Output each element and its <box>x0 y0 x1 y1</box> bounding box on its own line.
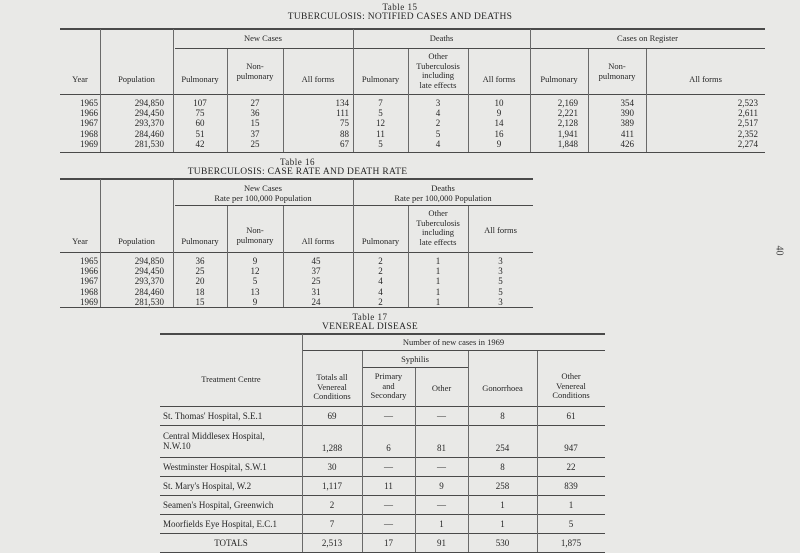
t17-header-syphilis: Syphilis <box>401 354 429 364</box>
page-number: 40 <box>773 245 785 256</box>
table-cell: 75 <box>340 118 349 129</box>
table-cell: 25 <box>250 138 260 149</box>
table-cell: 254 <box>495 443 510 453</box>
treatment-centre-name: St. Mary's Hospital, W.2 <box>163 480 252 491</box>
t16-header-population: Population <box>118 236 155 246</box>
t16-header-new-cases: New Cases Rate per 100,000 Population <box>214 183 312 203</box>
t17-header-primary: Primary and Secondary <box>370 371 407 400</box>
table-cell: 2,611 <box>738 108 758 119</box>
table-cell: 2,352 <box>737 128 758 139</box>
table-cell: 530 <box>495 538 510 548</box>
treatment-centre-name: Central Middlesex Hospital, N.W.10 <box>163 431 265 451</box>
table-cell: 2,128 <box>557 118 578 129</box>
table-cell: 25 <box>195 266 205 277</box>
table-cell: 411 <box>620 128 634 139</box>
table-cell: 390 <box>620 108 634 119</box>
totals-label: TOTALS <box>214 537 248 548</box>
table-cell: 1966 <box>80 108 98 119</box>
table-cell: 3 <box>498 256 503 266</box>
table-cell: 284,460 <box>134 286 164 297</box>
table-cell: 294,450 <box>134 266 164 277</box>
table-cell: 426 <box>620 138 634 149</box>
table-cell: 281,530 <box>134 296 164 307</box>
table-cell: 11 <box>376 128 385 139</box>
table-cell: 1,288 <box>321 443 343 453</box>
table-cell: 8 <box>500 411 505 421</box>
treatment-centre-name: Seamen's Hospital, Greenwich <box>163 499 274 510</box>
t15-header-new-nonpulmonary: Non- pulmonary <box>236 61 274 81</box>
table-cell: — <box>437 500 446 510</box>
table-cell: 81 <box>437 443 446 453</box>
table-cell: 2,274 <box>737 138 758 149</box>
t15-header-new-allforms: All forms <box>301 74 335 84</box>
table-cell: 1,848 <box>557 138 578 149</box>
table-cell: — <box>384 500 393 510</box>
t16-header-year: Year <box>72 236 88 246</box>
table-cell: 1967 <box>80 118 98 129</box>
t16-header-new-allforms: All forms <box>301 236 335 246</box>
table-cell: 3 <box>498 266 503 277</box>
table-cell: 15 <box>195 296 205 307</box>
table-cell: 7 <box>329 519 335 529</box>
table-cell: 9 <box>252 256 258 266</box>
table-cell: 1 <box>568 500 574 510</box>
table-cell: 11 <box>384 481 393 491</box>
table-cell: 69 <box>327 411 337 421</box>
table-cell: 1,117 <box>322 481 342 491</box>
table16-number: Table 16 <box>279 157 316 167</box>
table-cell: 75 <box>195 108 205 119</box>
table-cell: 3 <box>435 98 441 108</box>
table-cell: 5 <box>498 286 503 297</box>
table-cell: 839 <box>564 481 578 491</box>
table-cell: 2,169 <box>557 98 578 108</box>
table-cell: 9 <box>252 296 258 307</box>
table-cell: 1 <box>435 296 441 307</box>
table-cell: 36 <box>250 108 260 119</box>
table-cell: 1 <box>439 519 444 529</box>
table-cell: — <box>437 462 446 472</box>
treatment-centre-name: Moorfields Eye Hospital, E.C.1 <box>163 518 277 529</box>
treatment-centre-name: Westminster Hospital, S.W.1 <box>163 461 267 472</box>
t17-header-other: Other <box>431 383 452 393</box>
t17-header-totals: Totals all Venereal Conditions <box>313 372 351 401</box>
table-cell: 1968 <box>80 128 98 139</box>
table-cell: 51 <box>195 128 205 139</box>
table-cell: 5 <box>378 138 383 149</box>
table-cell: 16 <box>494 128 504 139</box>
table17-number: Table 17 <box>352 312 388 322</box>
table-cell: 22 <box>566 462 576 472</box>
table-cell: 13 <box>250 286 260 297</box>
t15-header-reg-allforms: All forms <box>689 74 722 84</box>
table-cell: 2 <box>329 500 335 510</box>
table-cell: 5 <box>568 519 574 529</box>
t15-header-deaths: Deaths <box>429 33 454 43</box>
table-cell: 4 <box>435 108 441 119</box>
table-cell: 88 <box>340 128 349 139</box>
table17-title: VENEREAL DISEASE <box>321 322 418 332</box>
table-cell: 20 <box>195 276 205 287</box>
table-cell: 18 <box>195 286 205 297</box>
t15-header-deaths-pulmonary: Pulmonary <box>361 74 400 84</box>
t15-header-deaths-other: Other Tuberculosis including late effects <box>416 51 460 90</box>
table-cell: 31 <box>311 286 321 297</box>
table-cell: 2 <box>378 256 383 266</box>
table-cell: 294,450 <box>134 108 164 119</box>
table-cell: 1,941 <box>557 128 578 139</box>
t15-header-new-pulmonary: Pulmonary <box>181 74 219 84</box>
table-cell: 36 <box>195 256 205 266</box>
table-cell: 5 <box>498 276 503 287</box>
table-cell: 37 <box>311 266 321 277</box>
table-cell: 1969 <box>80 296 98 307</box>
table-cell: 111 <box>336 108 349 119</box>
table-cell: 3 <box>498 296 503 307</box>
table-cell: 15 <box>250 118 260 129</box>
t15-header-reg-pulmonary: Pulmonary <box>540 74 578 84</box>
t16-header-deaths-other: Other Tuberculosis including late effects <box>416 208 460 247</box>
table-cell: 7 <box>378 98 383 108</box>
table16-caption <box>60 157 535 177</box>
table-cell: — <box>437 411 446 421</box>
table-cell: 30 <box>327 462 337 472</box>
t17-header-gonorrhoea: Gonorrhoea <box>482 383 523 393</box>
table-cell: 1969 <box>80 138 98 149</box>
table-cell: 67 <box>340 138 349 149</box>
t17-header-other-venereal: Other Venereal Conditions <box>552 371 590 400</box>
table-cell: 2,221 <box>557 108 578 119</box>
table-cell: 12 <box>376 118 385 129</box>
table-cell: 5 <box>378 108 383 119</box>
table-cell: 14 <box>494 118 504 129</box>
table-cell: 1,875 <box>560 538 582 548</box>
table-cell: 37 <box>250 128 260 139</box>
table17-caption <box>160 312 580 332</box>
table-cell: 12 <box>250 266 260 277</box>
table-cell: 293,370 <box>134 276 164 287</box>
table-cell: 1 <box>435 266 441 277</box>
table-cell: 2 <box>378 266 383 277</box>
table-cell: 4 <box>378 286 383 297</box>
table15-title: TUBERCULOSIS: NOTIFIED CASES AND DEATHS <box>287 12 513 22</box>
table-cell: 24 <box>311 296 321 307</box>
t17-header-new-cases: Number of new cases in 1969 <box>402 337 505 347</box>
table-cell: 25 <box>311 276 321 287</box>
table-cell: 281,530 <box>134 138 164 149</box>
table-cell: 134 <box>335 98 349 108</box>
table-cell: — <box>384 462 393 472</box>
table-cell: 8 <box>500 462 505 472</box>
table-cell: 1965 <box>80 256 98 266</box>
table-cell: 1 <box>435 276 441 287</box>
table-cell: 45 <box>311 256 321 266</box>
table-cell: 2 <box>435 118 441 129</box>
table-cell: 9 <box>496 108 502 119</box>
t15-header-new-cases: New Cases <box>243 33 282 43</box>
table16-title: TUBERCULOSIS: CASE RATE AND DEATH RATE <box>187 167 408 177</box>
table-cell: 1967 <box>80 276 98 287</box>
t15-header-year: Year <box>72 74 88 84</box>
t15-header-reg-nonpulmonary: Non- pulmonary <box>598 61 636 81</box>
treatment-centre-name: St. Thomas' Hospital, S.E.1 <box>163 410 263 421</box>
table-cell: 5 <box>252 276 258 287</box>
table-cell: 1 <box>435 286 441 297</box>
table-cell: 9 <box>439 481 444 491</box>
table15-number: Table 15 <box>382 2 418 12</box>
t17-header-centre: Treatment Centre <box>201 374 261 384</box>
t16-header-deaths: Deaths Rate per 100,000 Population <box>394 183 492 203</box>
table-cell: 107 <box>193 98 207 108</box>
t15-header-register: Cases on Register <box>617 33 678 43</box>
t16-header-new-nonpulmonary: Non- pulmonary <box>236 225 274 245</box>
table-cell: — <box>384 411 393 421</box>
table-cell: 10 <box>494 98 504 108</box>
table-cell: 42 <box>195 138 205 149</box>
table-cell: 258 <box>495 481 510 491</box>
table-cell: 1965 <box>80 98 98 108</box>
table-cell: 61 <box>566 411 576 421</box>
table-cell: 1966 <box>80 266 98 277</box>
t16-header-deaths-allforms: All forms <box>484 225 517 235</box>
table-cell: 5 <box>435 128 441 139</box>
table-cell: 1 <box>500 519 505 529</box>
table-cell: 1 <box>500 500 505 510</box>
table15-caption <box>60 2 740 22</box>
table-cell: 284,460 <box>134 128 164 139</box>
table-cell: 2,513 <box>321 538 343 548</box>
table-cell: 4 <box>378 276 383 287</box>
table-cell: 294,850 <box>134 98 164 108</box>
table-cell: 389 <box>620 118 634 129</box>
table-cell: 293,370 <box>134 118 164 129</box>
t16-header-deaths-pulmonary: Pulmonary <box>361 236 400 246</box>
t16-header-new-pulmonary: Pulmonary <box>181 236 219 246</box>
table-cell: 17 <box>384 538 393 548</box>
table-cell: 1968 <box>80 286 98 297</box>
t15-header-population: Population <box>118 74 155 84</box>
table-cell: 2,517 <box>737 118 758 129</box>
table-cell: — <box>384 519 393 529</box>
table-cell: 91 <box>437 538 446 548</box>
table-cell: 60 <box>195 118 205 129</box>
table-cell: 27 <box>250 98 260 108</box>
table-cell: 1 <box>435 256 441 266</box>
t15-header-deaths-allforms: All forms <box>482 74 516 84</box>
table-cell: 2 <box>378 296 383 307</box>
table-cell: 9 <box>496 138 502 149</box>
table-cell: 947 <box>564 443 578 453</box>
table-cell: 6 <box>386 443 391 453</box>
table-cell: 294,850 <box>134 256 164 266</box>
table-cell: 2,523 <box>737 98 758 108</box>
table-cell: 354 <box>620 98 634 108</box>
table-cell: 4 <box>435 138 441 149</box>
